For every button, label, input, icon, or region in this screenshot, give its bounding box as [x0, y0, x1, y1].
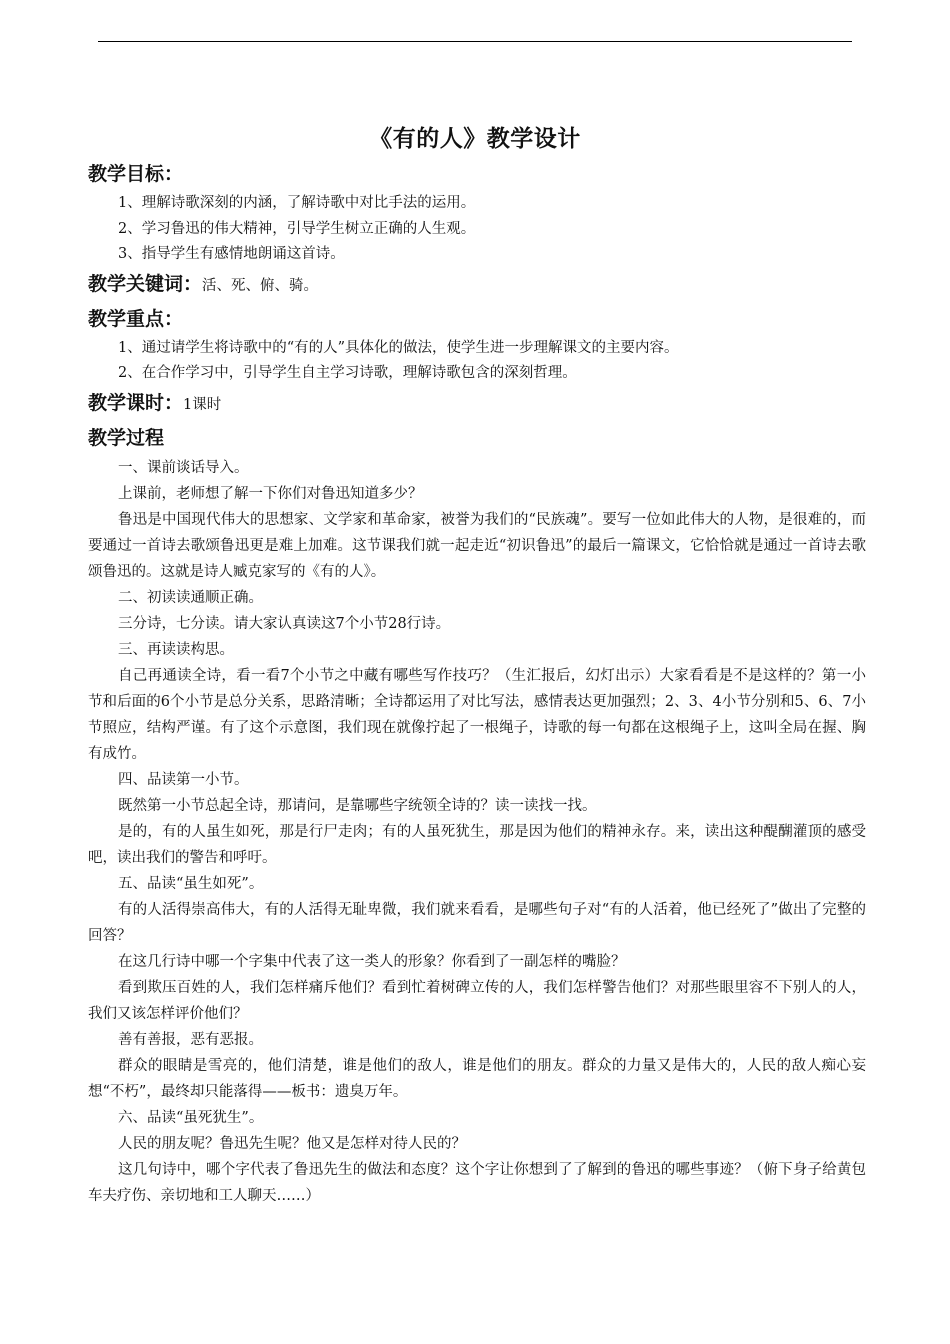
process-paragraph: 四、品读第一小节。 [118, 771, 249, 788]
process-paragraph: 在这几行诗中哪一个字集中代表了这一类人的形象？你看到了一副怎样的嘴脸？ [118, 953, 626, 970]
process-paragraph: 既然第一小节总起全诗，那请问，是靠哪些字统领全诗的？读一读找一找。 [118, 797, 597, 814]
process-paragraph: 上课前，老师想了解一下你们对鲁迅知道多少？ [118, 485, 423, 502]
goal-item: 3、指导学生有感情地朗诵这首诗。 [118, 246, 345, 262]
process-paragraph: 群众的眼睛是雪亮的，他们清楚，谁是他们的敌人，谁是他们的朋友。群众的力量又是伟大的，人民的敌人痴心妄想“不朽”，最终却只能落得——板书：遗臭万年。 [88, 1057, 866, 1100]
hours-heading-line [88, 387, 866, 422]
keywords-heading: 教学关键词： [88, 272, 203, 295]
process-paragraph: 是的，有的人虽生如死，那是行尸走肉；有的人虽死犹生，那是因为他们的精神永存。来，读出这种醍醐灌顶的感受吧，读出我们的警告和呼吁。 [88, 823, 866, 866]
hours-value: 1课时 [183, 396, 222, 413]
process-paragraph: 善有善报，恶有恶报。 [118, 1031, 263, 1048]
process-paragraph: 三、再读读构思。 [118, 641, 234, 658]
process-paragraph: 六、品读“虽死犹生”。 [118, 1109, 264, 1126]
goal-item: 2、学习鲁迅的伟大精神，引导学生树立正确的人生观。 [118, 220, 476, 237]
hours-heading: 教学课时： [88, 391, 184, 414]
process-paragraph: 自己再通读全诗，看一看7个小节之中藏有哪些写作技巧？（生汇报后，幻灯出示）大家看看是不是这样的？第一小节和后面的6个小节是总分关系，思路清晰；全诗都运用了对比写法，感情表达更加强烈；2、3、4小节分别和5、6、7小节照应，结构严谨。有了这个示意图，我们现在就像拧起了一根绳子，诗歌的每一句都在这根绳子上，这叫全局在握、胸有成竹。 [88, 667, 866, 762]
focus-item: 2、在合作学习中，引导学生自主学习诗歌，理解诗歌包含的深刻哲理。 [118, 365, 577, 381]
process-paragraph: 这几句诗中，哪个字代表了鲁迅先生的做法和态度？这个字让你想到了了解到的鲁迅的哪些事迹？（俯下身子给黄包车夫疗伤、亲切地和工人聊天……） [88, 1161, 866, 1204]
process-paragraph: 三分诗，七分读。请大家认真读这7个小节28行诗。 [118, 615, 451, 632]
process-paragraph: 有的人活得崇高伟大，有的人活得无耻卑微，我们就来看看，是哪些句子对“有的人活着，他已经死了”做出了完整的回答？ [88, 901, 866, 944]
document-body [88, 158, 866, 1209]
process-paragraph: 五、品读“虽生如死”。 [118, 875, 264, 892]
header-rule [98, 41, 852, 42]
process-heading: 教学过程 [88, 426, 165, 449]
goal-item: 1、理解诗歌深刻的内涵，了解诗歌中对比手法的运用。 [118, 195, 476, 211]
keywords-heading-line [88, 268, 866, 303]
focus-item: 1、通过请学生将诗歌中的“有的人”具体化的做法，使学生进一步理解课文的主要内容。 [118, 339, 679, 356]
keywords-value: 活、死、俯、骑。 [202, 277, 319, 294]
goals-heading: 教学目标： [88, 163, 184, 185]
process-paragraph: 一、课前谈话导入。 [118, 459, 249, 476]
process-paragraph: 人民的朋友呢？鲁迅先生呢？他又是怎样对待人民的？ [118, 1135, 466, 1152]
process-paragraph: 二、初读读通顺正确。 [118, 589, 263, 606]
process-paragraph: 鲁迅是中国现代伟大的思想家、文学家和革命家，被誉为我们的“民族魂”。要写一位如此伟大的人物，是很难的，而要通过一首诗去歌颂鲁迅更是难上加难。这节课我们就一起走近“初识鲁迅”的最后一篇课文，它恰恰就是通过一首诗去歌颂鲁迅的。这就是诗人臧克家写的《有的人》。 [88, 511, 866, 580]
focus-heading: 教学重点： [88, 307, 184, 330]
document-title: 《有的人》教学设计 [369, 126, 581, 152]
process-paragraph: 看到欺压百姓的人，我们怎样痛斥他们？看到忙着树碑立传的人，我们怎样警告他们？对那些眼里容不下别人的人，我们又该怎样评价他们？ [88, 979, 866, 1022]
